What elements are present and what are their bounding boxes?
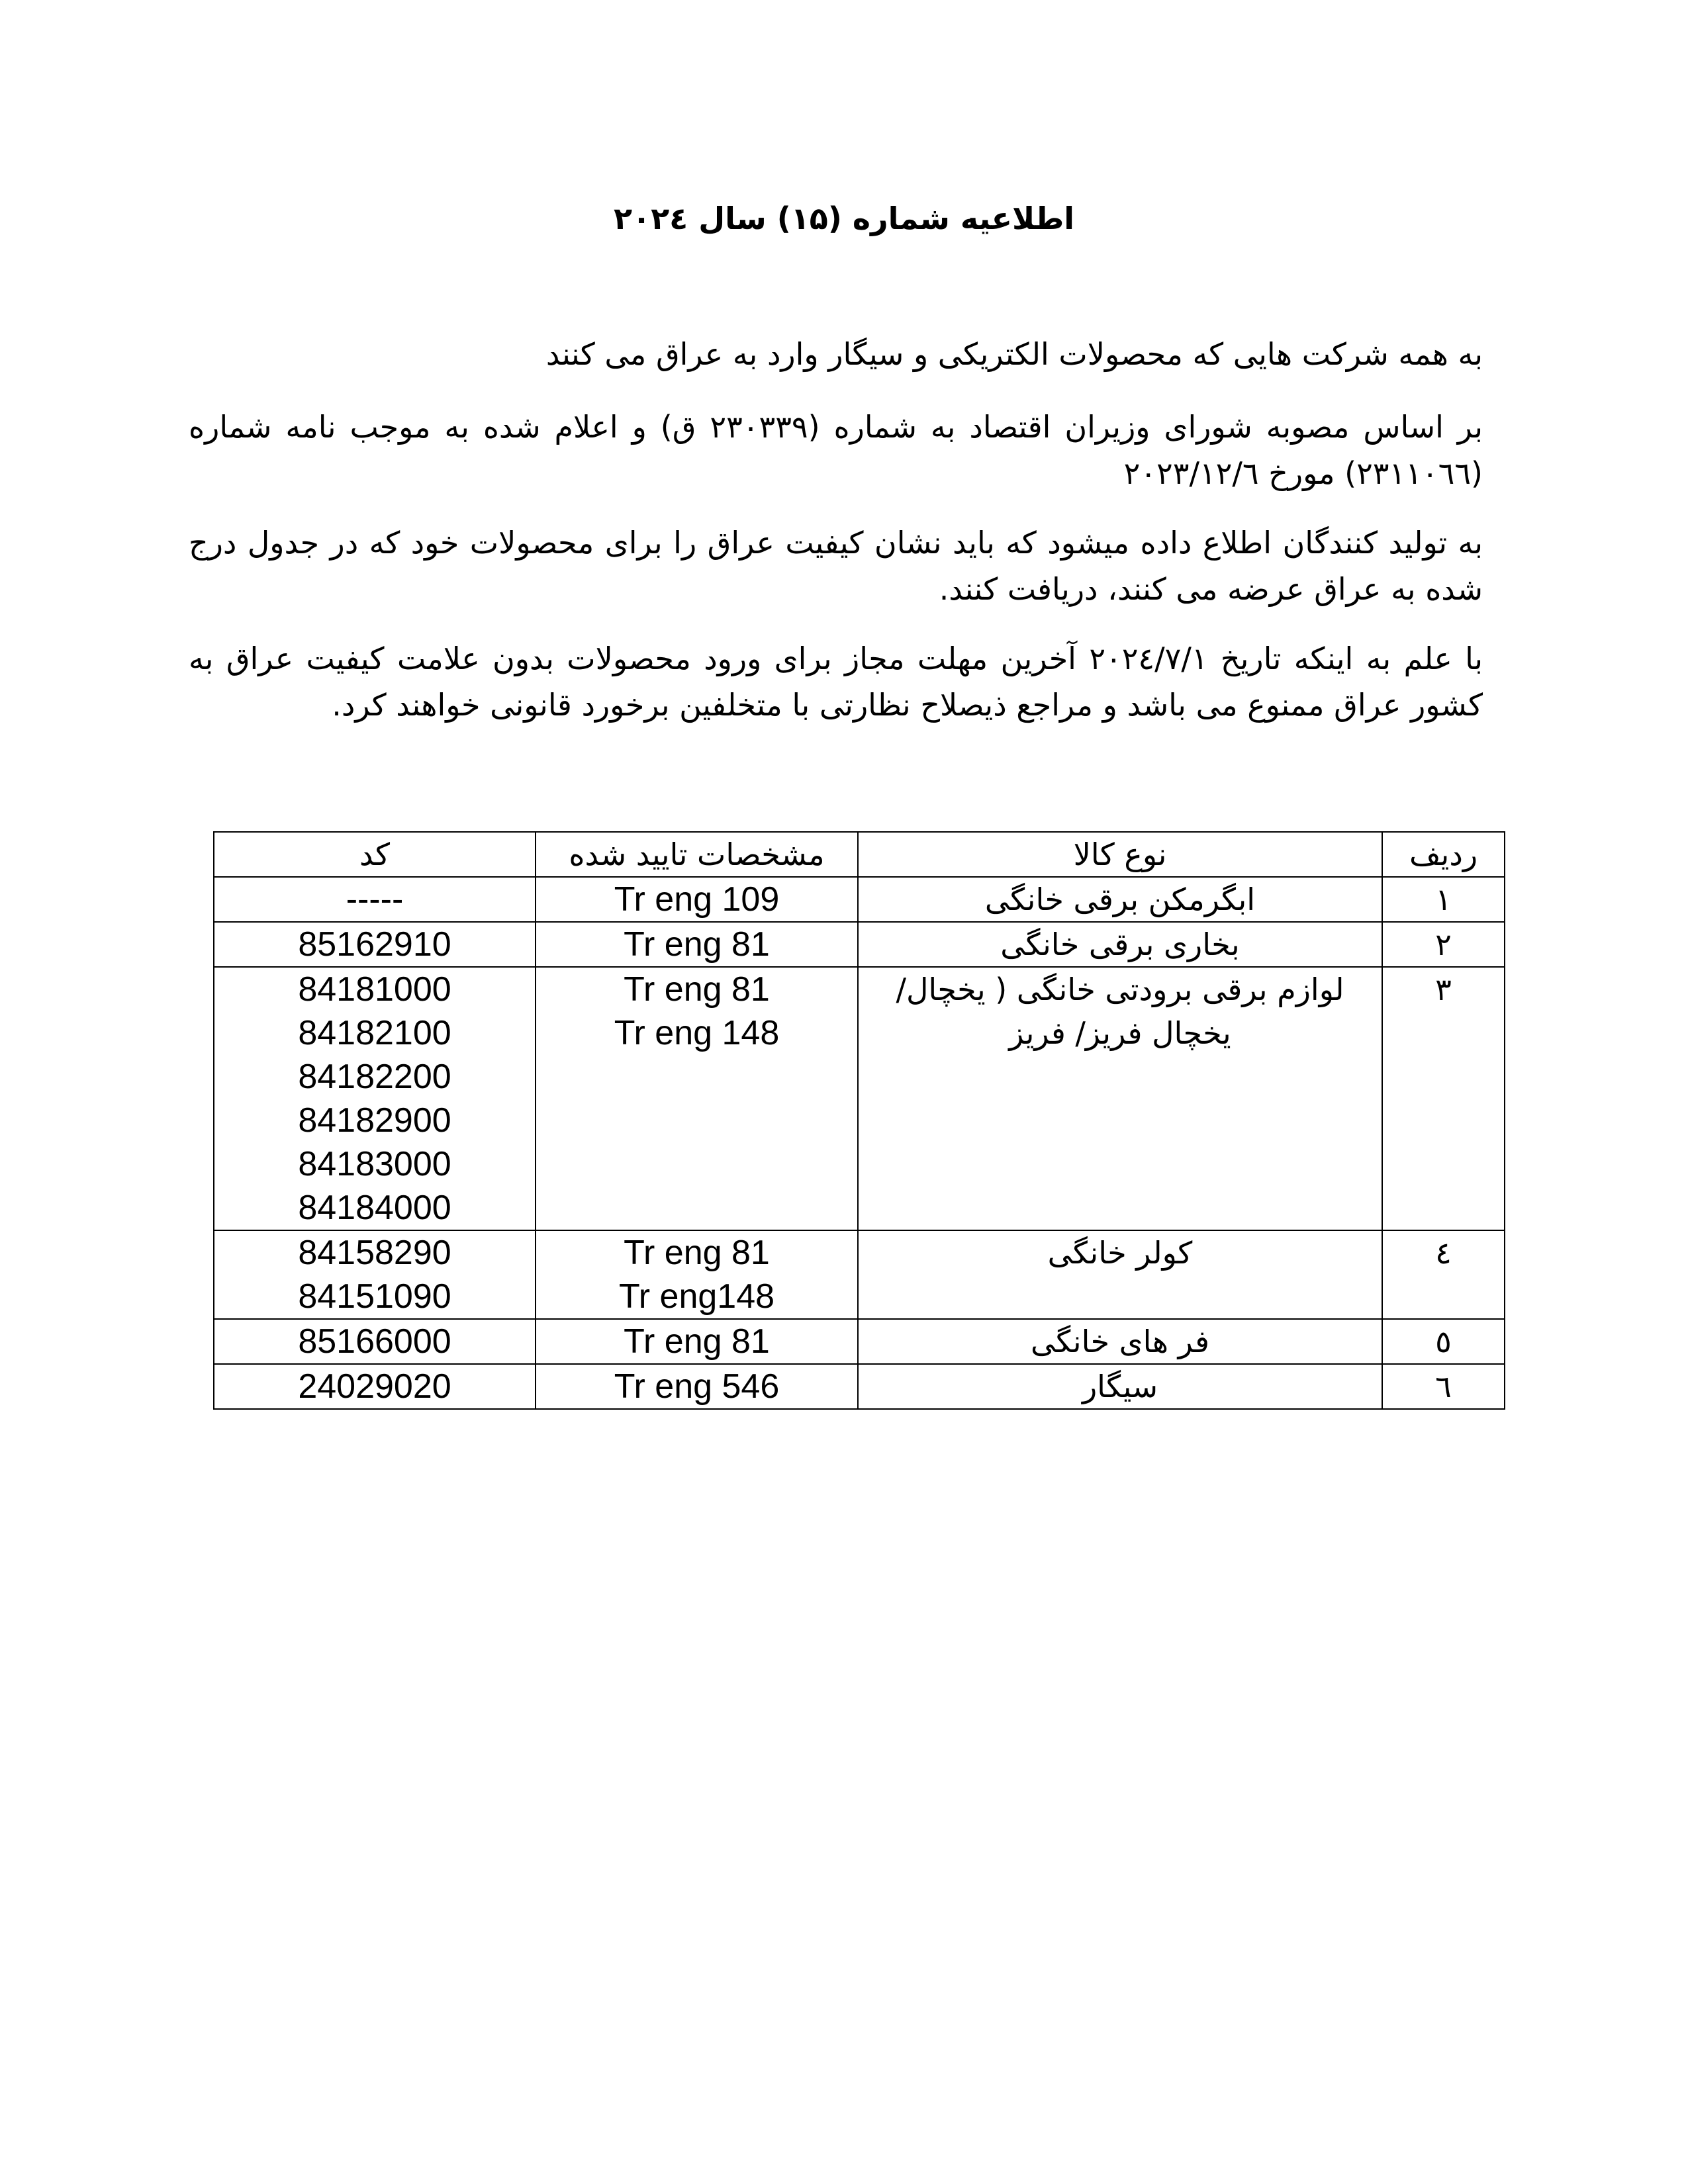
- row-number-cell: ٥: [1382, 1319, 1505, 1364]
- row-number-cell: ٤: [1382, 1230, 1505, 1319]
- goods-type-cell: لوازم برقی برودتی خانگی ( یخچال/ یخچال فریز/ فریز: [858, 967, 1382, 1230]
- table-row: [214, 1364, 1505, 1409]
- spec-cell: [536, 877, 858, 922]
- spec-cell: [536, 1319, 858, 1364]
- header-approved-spec: مشخصات تایید شده: [536, 832, 858, 877]
- header-row-number: ردیف: [1382, 832, 1505, 877]
- spec-value: Tr eng148: [618, 1277, 775, 1316]
- paragraph-recipients: به همه شرکت هایی که محصولات الکتریکی و سیگار وارد به عراق می کنند: [545, 336, 1483, 372]
- row-number-cell: ۳: [1382, 967, 1505, 1230]
- table-header-row: [214, 832, 1505, 877]
- goods-type-cell: ابگرمکن برقی خانگی: [858, 877, 1382, 922]
- code-value: 84181000: [298, 970, 451, 1009]
- code-value: 85162910: [298, 925, 451, 964]
- spec-value: Tr eng 546: [614, 1367, 780, 1406]
- spec-value: Tr eng 148: [614, 1014, 780, 1052]
- goods-type-cell: فر های خانگی: [858, 1319, 1382, 1364]
- spec-cell: [536, 967, 858, 1230]
- code-value: 84151090: [298, 1277, 451, 1316]
- header-goods-type: نوع کالا: [858, 832, 1382, 877]
- goods-table: [213, 831, 1505, 1410]
- code-cell: [214, 922, 536, 967]
- code-value: 84182200: [298, 1058, 451, 1096]
- code-cell: [214, 877, 536, 922]
- code-cell: [214, 1230, 536, 1319]
- paragraph-resolution: بر اساس مصوبه شورای وزیران اقتصاد به شماره (۲۳۰۳۳۹ ق) و اعلام شده به موجب نامه شماره (۲۳۱۱۰٦٦) مورخ ۲۰۲۳/۱۲/٦: [189, 409, 1483, 491]
- code-value: 85166000: [298, 1322, 451, 1361]
- code-value: 84182900: [298, 1101, 451, 1140]
- code-value: 24029020: [298, 1367, 451, 1406]
- code-cell: [214, 1319, 536, 1364]
- spec-cell: [536, 1230, 858, 1319]
- spec-cell: [536, 1364, 858, 1409]
- table-row: [214, 967, 1505, 1230]
- table-row: [214, 922, 1505, 967]
- table-row: [214, 1319, 1505, 1364]
- code-value: 84184000: [298, 1189, 451, 1227]
- spec-value: Tr eng 81: [624, 925, 770, 964]
- table-row: [214, 877, 1505, 922]
- announcement-title: اطلاعیه شماره (۱۵) سال ۲۰۲٤: [613, 201, 1075, 236]
- table-row: [214, 1230, 1505, 1319]
- code-value: 84158290: [298, 1234, 451, 1272]
- spec-value: Tr eng 81: [624, 970, 770, 1009]
- paragraph-requirement: به تولید کنندگان اطلاع داده میشود که باید نشان کیفیت عراق را برای محصولات خود که در جدول درج شده به عراق عرضه می کنند، دریافت کنند.: [189, 525, 1483, 607]
- code-cell: [214, 1364, 536, 1409]
- code-value: 84183000: [298, 1145, 451, 1183]
- paragraph-deadline: با علم به اینکه تاریخ ۲۰۲٤/۷/۱ آخرین مهلت مجاز برای ورود محصولات بدون علامت کیفیت عراق به کشور عراق ممنوع می باشد و مراجع ذیصلاح نظارتی با متخلفین برخورد قانونی خواهند کرد.: [189, 641, 1483, 723]
- goods-type-cell: کولر خانگی: [858, 1230, 1382, 1319]
- code-cell: [214, 967, 536, 1230]
- spec-value: Tr eng 81: [624, 1234, 770, 1272]
- spec-value: Tr eng 109: [614, 880, 780, 919]
- code-value: -----: [346, 880, 404, 919]
- goods-type-cell: بخاری برقی خانگی: [858, 922, 1382, 967]
- spec-cell: [536, 922, 858, 967]
- row-number-cell: ٦: [1382, 1364, 1505, 1409]
- spec-value: Tr eng 81: [624, 1322, 770, 1361]
- row-number-cell: ۲: [1382, 922, 1505, 967]
- goods-type-cell: سیگار: [858, 1364, 1382, 1409]
- header-code: کد: [214, 832, 536, 877]
- row-number-cell: ۱: [1382, 877, 1505, 922]
- code-value: 84182100: [298, 1014, 451, 1052]
